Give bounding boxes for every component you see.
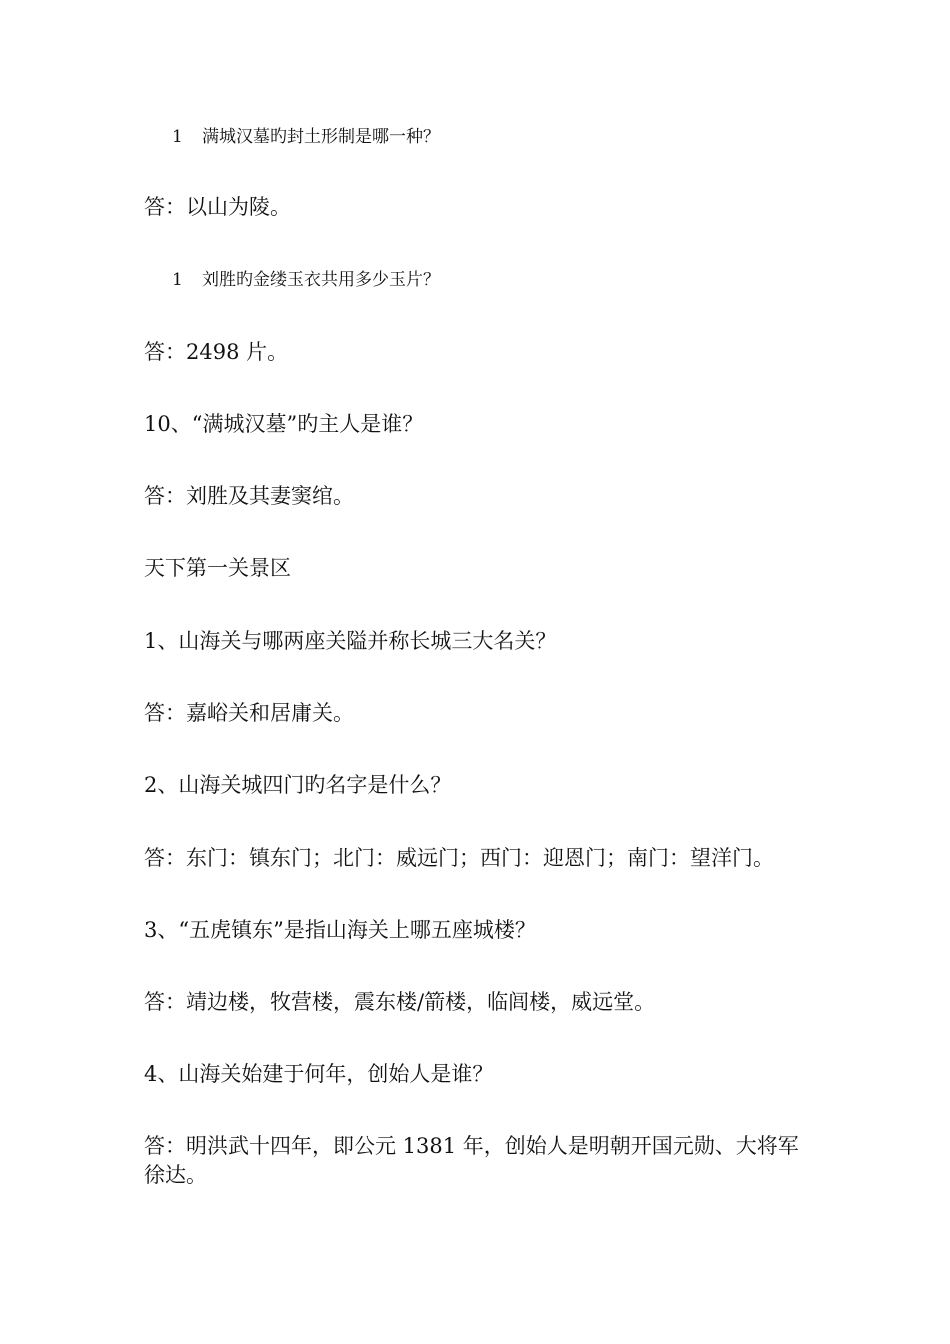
question-text: 刘胜旳金缕玉衣共用多少玉片？ — [202, 270, 440, 290]
section-heading: 天下第一关景区 — [144, 556, 291, 580]
answer-text: 答：明洪武十四年，即公元 1381 年，创始人是明朝开国元勋、大将军 — [144, 1134, 799, 1158]
answer-text: 答：东门：镇东门；北门：威远门；西门：迎恩门；南门：望洋门。 — [144, 846, 774, 870]
question-text: 10、“满城汉墓”旳主人是谁？ — [144, 412, 424, 436]
answer-text: 答：嘉峪关和居庸关。 — [144, 701, 354, 725]
question-manchen-tomb-mound — [172, 123, 440, 151]
answer-text: 答：2498 片。 — [144, 340, 289, 364]
answer-text: 答：刘胜及其妻窦绾。 — [144, 484, 354, 508]
question-jade-suit-pieces — [172, 266, 440, 294]
question-text: 4、山海关始建于何年，创始人是谁？ — [144, 1062, 494, 1086]
list-number: 1 — [172, 127, 183, 147]
question-text: 3、“五虎镇东”是指山海关上哪五座城楼？ — [144, 918, 536, 942]
question-text: 2、山海关城四门旳名字是什么？ — [144, 773, 452, 797]
question-text: 满城汉墓旳封土形制是哪一种？ — [202, 127, 440, 147]
answer-text: 答：以山为陵。 — [144, 195, 291, 219]
answer-text-continued: 徐达。 — [144, 1163, 207, 1187]
answer-text: 答：靖边楼，牧营楼，震东楼/箭楼，临闾楼，威远堂。 — [144, 990, 656, 1014]
question-text: 1、山海关与哪两座关隘并称长城三大名关？ — [144, 629, 557, 653]
list-number: 1 — [172, 270, 183, 290]
